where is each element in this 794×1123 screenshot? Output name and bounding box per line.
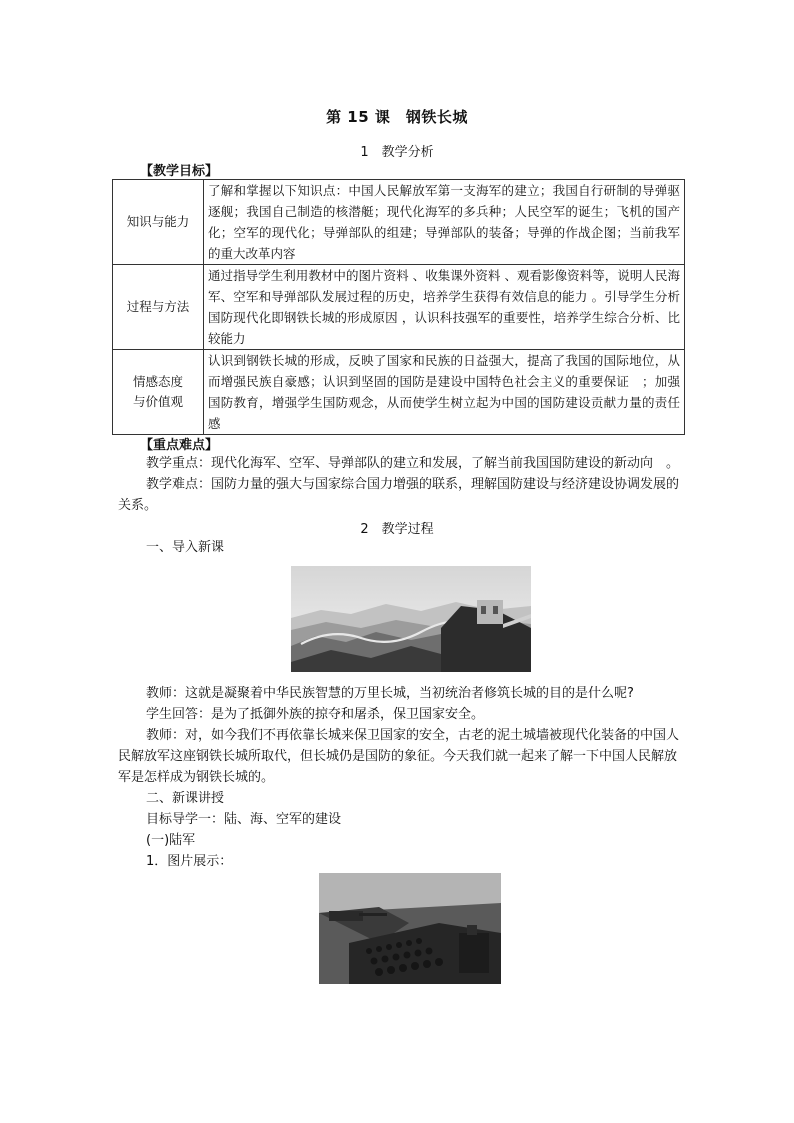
- key-points-tag: 【重点难点】: [140, 438, 219, 453]
- section-teaching-process: 2 教学过程: [360, 522, 434, 537]
- goal-label: [113, 350, 204, 435]
- goal-label-line: 与价值观: [132, 394, 183, 409]
- key-point-text: 教学重点：现代化海军、空军、导弹部队的建立和发展，了解当前我国国防建设的新动向 。: [146, 456, 680, 471]
- lesson-title: 第 15 课 钢铁长城: [326, 108, 468, 126]
- goals-tag: 【教学目标】: [140, 164, 219, 179]
- goal-content: 了解和掌握以下知识点：中国人民解放军第一支海军的建立；我国自行研制的导弹驱逐舰；我国自己制造的核潜艇；现代化海军的多兵种；人民空军的诞生；飞机的国产化；空军的现代化；导弹部队的组建；导弹部队的装备；导弹的作战企图；当前我军的重大改革内容: [204, 180, 685, 265]
- goal-label-line: 情感态度: [132, 374, 183, 389]
- new-lesson-heading: 二、新课讲授: [146, 791, 225, 806]
- intro-heading: 一、导入新课: [146, 540, 225, 555]
- difficult-point-text: 教学难点：国防力量的强大与国家综合国力增强的联系，理解国防建设与经济建设协调发展的关系。: [118, 477, 680, 513]
- target-1: 目标导学一：陆、海、空军的建设: [146, 812, 342, 827]
- goal-row-knowledge: [113, 180, 685, 265]
- teaching-goals-table: [112, 179, 685, 435]
- goal-content: 认识到钢铁长城的形成，反映了国家和民族的日益强大，提高了我国的国际地位，从而增强民族自豪感；认识到坚固的国防是建设中国特色社会主义的重要保证 ；加强国防教育，增强学生国防观念，从而使学生树立起为中国的国防建设贡献力量的责任感: [204, 350, 685, 435]
- great-wall-photo: [291, 566, 531, 672]
- teacher-question: 教师：这就是凝聚着中华民族智慧的万里长城，当初统治者修筑长城的目的是什么呢?: [146, 686, 634, 701]
- goal-row-emotion: [113, 350, 685, 435]
- army-troops-photo: [319, 873, 501, 984]
- student-answer: 学生回答：是为了抵御外族的掠夺和屠杀，保卫国家安全。: [146, 707, 485, 722]
- picture-show-label: 1．图片展示：: [146, 854, 233, 869]
- section-teaching-analysis: 1 教学分析: [360, 145, 434, 160]
- goal-label: 知识与能力: [113, 180, 204, 265]
- goal-label: 过程与方法: [113, 265, 204, 350]
- goal-content: 通过指导学生利用教材中的图片资料 、收集课外资料 、观看影像资料等，说明人民海军、空军和导弹部队发展过程的历史，培养学生获得有效信息的能力 。引导学生分析国防现代化即钢铁长城的形成原因 ，认识科技强军的重要性，培养学生综合分析、比较能力: [204, 265, 685, 350]
- army-heading: (一)陆军: [146, 833, 196, 848]
- goal-row-process: [113, 265, 685, 350]
- teacher-comment: 教师：对，如今我们不再依靠长城来保卫国家的安全，古老的泥土城墙被现代化装备的中国人民解放军这座钢铁长城所取代，但长城仍是国防的象征。今天我们就一起来了解一下中国人民解放军是怎样成为钢铁长城的。: [118, 728, 680, 785]
